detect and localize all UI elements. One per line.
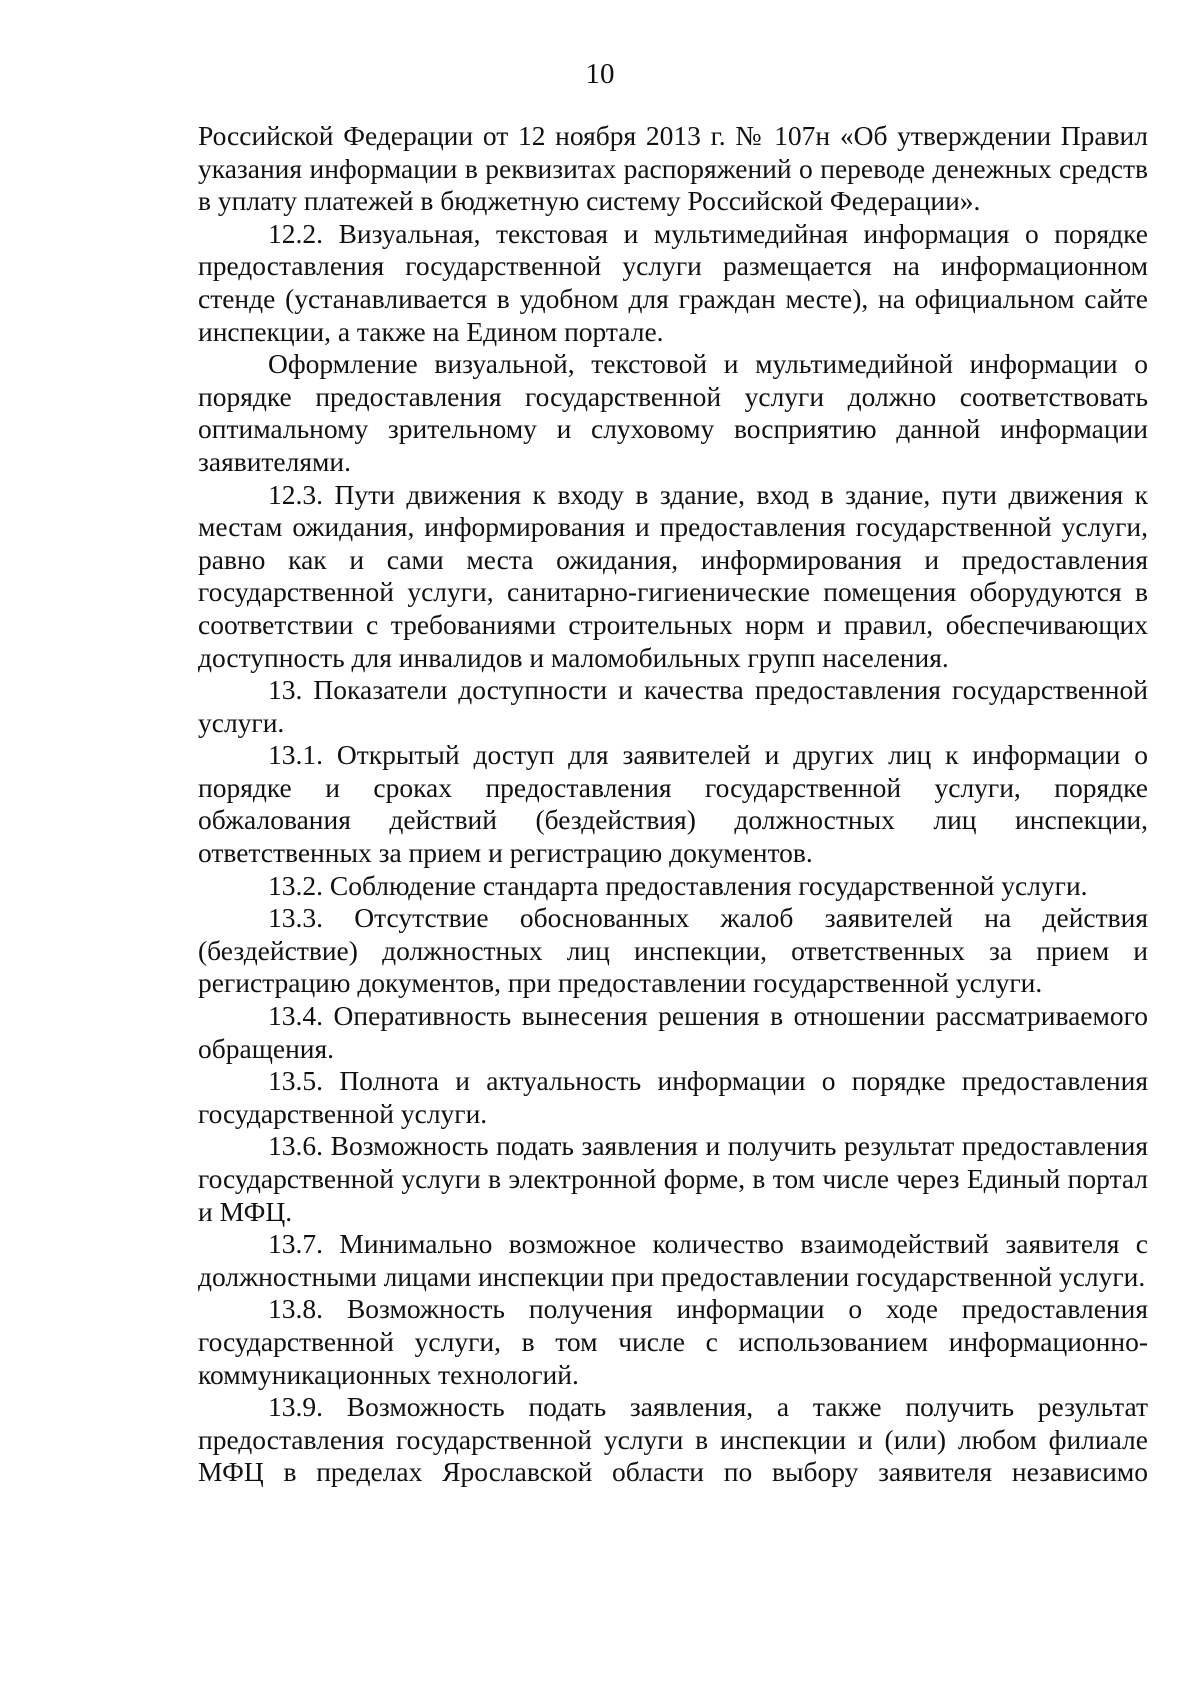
section-heading: 13. Показатели доступности и качества предоставления государственной услуги. xyxy=(198,674,1148,738)
paragraph: 13.7. Минимально возможное количество взаимодействий заявителя с должностными лицами инспекции при предоставлении государственной услуги. xyxy=(198,1228,1148,1292)
paragraph: 13.3. Отсутствие обоснованных жалоб заявителей на действия (бездействие) должностных лиц инспекции, ответственных за прием и регистрацию документов, при предоставлении государственной услуги. xyxy=(198,902,1148,999)
document-body xyxy=(198,120,1148,1489)
paragraph: 13.5. Полнота и актуальность информации о порядке предоставления государственной услуги. xyxy=(198,1065,1148,1129)
paragraph: 12.3. Пути движения к входу в здание, вход в здание, пути движения к местам ожидания, информирования и предоставления государственной услуги, равно как и сами места ожидания, информирования и предоставления государственной услуги, санитарно-гигиенические помещения оборудуются в соответствии с требованиями строительных норм и правил, обеспечивающих доступность для инвалидов и маломобильных групп населения. xyxy=(198,478,1148,673)
paragraph-continued: 13.9. Возможность подать заявления, а также получить результат предоставления государственной услуги в инспекции и (или) любом филиале МФЦ в пределах Ярославской области по выбору заявителя независимо xyxy=(198,1391,1148,1488)
paragraph: 13.8. Возможность получения информации о ходе предоставления государственной услуги, в том числе с использованием информационно-коммуникационных технологий. xyxy=(198,1293,1148,1390)
paragraph: 13.6. Возможность подать заявления и получить результат предоставления государственной услуги в электронной форме, в том числе через Единый портал и МФЦ. xyxy=(198,1130,1148,1227)
page-number: 10 xyxy=(585,58,615,90)
paragraph: 13.2. Соблюдение стандарта предоставления государственной услуги. xyxy=(268,869,1088,901)
paragraph: 13.1. Открытый доступ для заявителей и других лиц к информации о порядке и сроках предоставления государственной услуги, порядке обжалования действий (бездействия) должностных лиц инспекции, ответственных за прием и регистрацию документов. xyxy=(198,739,1148,869)
paragraph: Российской Федерации от 12 ноября 2013 г. № 107н «Об утверждении Правил указания информации в реквизитах распоряжений о переводе денежных средств в уплату платежей в бюджетную систему Российской Федерации». xyxy=(198,120,1148,217)
paragraph: 12.2. Визуальная, текстовая и мультимедийная информация о порядке предоставления государственной услуги размещается на информационном стенде (устанавливается в удобном для граждан месте), на официальном сайте инспекции, а также на Едином портале. xyxy=(198,217,1148,347)
paragraph: 13.4. Оперативность вынесения решения в отношении рассматриваемого обращения. xyxy=(198,1000,1148,1064)
paragraph: Оформление визуальной, текстовой и мультимедийной информации о порядке предоставления государственной услуги должно соответствовать оптимальному зрительному и слуховому восприятию данной информации заявителями. xyxy=(198,348,1148,477)
